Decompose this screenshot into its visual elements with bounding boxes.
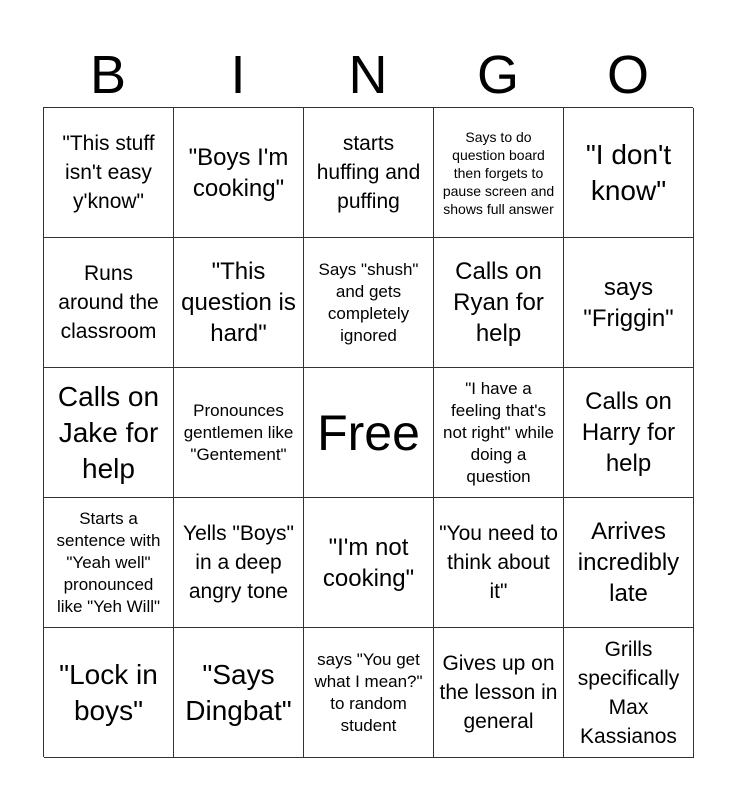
cell-text: Calls on Jake for help xyxy=(57,380,160,484)
free-space-text: Free xyxy=(317,404,420,461)
cell-text: Grills specifically Max Kassianos xyxy=(577,637,680,748)
bingo-cell[interactable] xyxy=(564,498,694,628)
bingo-board xyxy=(43,107,693,757)
bingo-cell[interactable] xyxy=(304,238,434,368)
cell-text: Starts a sentence with "Yeah well" pronounced like "Yeh Will" xyxy=(56,508,161,616)
cell-text: "This stuff isn't easy y'know" xyxy=(62,132,155,213)
bingo-cell[interactable] xyxy=(304,498,434,628)
cell-text: Calls on Ryan for help xyxy=(453,258,544,347)
cell-text: Says "shush" and gets completely ignored xyxy=(318,259,419,345)
header-letter-o: O xyxy=(606,45,649,105)
bingo-cell[interactable] xyxy=(304,628,434,758)
bingo-cell[interactable] xyxy=(44,368,174,498)
cell-text: "Says Dingbat" xyxy=(185,658,292,726)
cell-text: Pronounces gentlemen like "Gentement" xyxy=(183,400,294,464)
cell-text: "Boys I'm cooking" xyxy=(188,143,289,202)
cell-text: starts huffing and puffing xyxy=(316,132,421,213)
header-letter-i: I xyxy=(230,45,246,105)
bingo-cell[interactable] xyxy=(44,238,174,368)
cell-text: Runs around the classroom xyxy=(58,262,159,343)
bingo-cell[interactable] xyxy=(174,628,304,758)
free-space-cell[interactable] xyxy=(304,368,434,498)
cell-text: "This question is hard" xyxy=(181,258,296,347)
bingo-cell[interactable] xyxy=(564,238,694,368)
bingo-cell[interactable] xyxy=(44,498,174,628)
bingo-cell[interactable] xyxy=(434,238,564,368)
header-letter-n: N xyxy=(348,45,388,105)
bingo-cell[interactable] xyxy=(174,368,304,498)
bingo-cell[interactable] xyxy=(434,108,564,238)
cell-text: Calls on Harry for help xyxy=(581,388,676,477)
bingo-cell[interactable] xyxy=(564,628,694,758)
bingo-cell[interactable] xyxy=(564,368,694,498)
bingo-cell[interactable] xyxy=(434,498,564,628)
bingo-cell[interactable] xyxy=(174,238,304,368)
bingo-cell[interactable] xyxy=(564,108,694,238)
cell-text: Says to do question board then forgets to pause screen and shows full answer xyxy=(442,128,555,217)
cell-text: says "Friggin" xyxy=(583,273,674,332)
bingo-cell[interactable] xyxy=(304,108,434,238)
bingo-cell[interactable] xyxy=(434,628,564,758)
cell-text: Gives up on the lesson in general xyxy=(439,652,558,733)
bingo-cell[interactable] xyxy=(174,498,304,628)
cell-text: "You need to think about it" xyxy=(439,522,558,603)
bingo-cell[interactable] xyxy=(434,368,564,498)
cell-text: "I have a feeling that's not right" while doing a question xyxy=(443,378,554,486)
cell-text: says "You get what I mean?" to random student xyxy=(314,649,423,735)
cell-text: Yells "Boys" in a deep angry tone xyxy=(182,522,295,603)
bingo-cell[interactable] xyxy=(174,108,304,238)
header-letter-g: G xyxy=(476,45,519,105)
cell-text: Arrives incredibly late xyxy=(577,518,680,607)
cell-text: "I don't know" xyxy=(585,138,672,206)
header-letter-b: B xyxy=(89,45,127,105)
cell-text: "Lock in boys" xyxy=(59,658,158,726)
bingo-cell[interactable] xyxy=(44,108,174,238)
cell-text: "I'm not cooking" xyxy=(322,533,415,592)
bingo-cell[interactable] xyxy=(44,628,174,758)
bingo-header xyxy=(43,44,693,106)
